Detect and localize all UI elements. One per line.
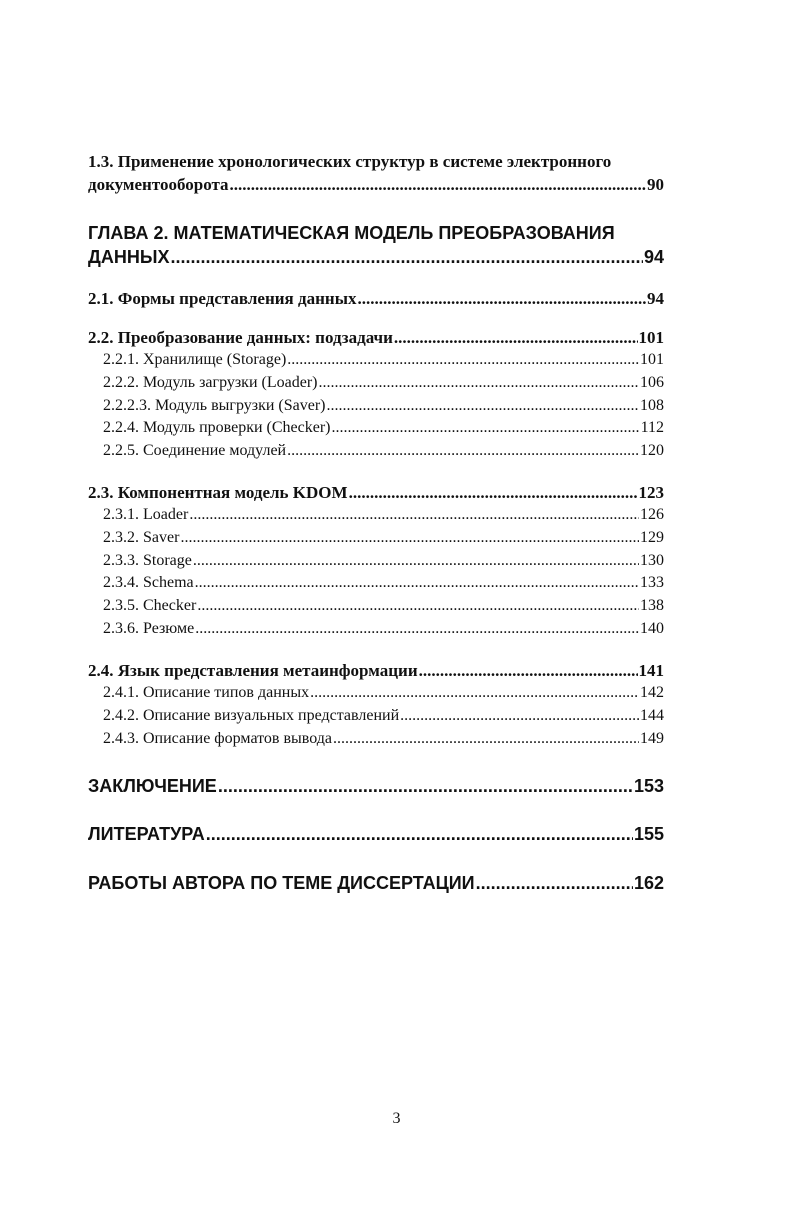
toc-subentry-label: 2.2.1. Хранилище (Storage) xyxy=(103,351,287,368)
dot-leader xyxy=(326,395,639,418)
toc-literature xyxy=(88,822,664,846)
toc-entry-2-4-page: 141 xyxy=(638,661,664,680)
toc-subentry-label: 2.2.2.3. Модуль выгрузки (Saver) xyxy=(103,396,326,414)
toc-entry-2-1 xyxy=(88,287,664,310)
toc-subentry-page: 108 xyxy=(640,396,664,414)
dot-leader xyxy=(195,618,639,641)
toc-subentry xyxy=(88,728,664,751)
toc-entry-1-3-page: 90 xyxy=(647,175,664,194)
toc-subentry-page: 140 xyxy=(640,619,664,637)
toc-subentry-label: 2.3.2. Saver xyxy=(103,528,180,546)
toc-subentry xyxy=(88,395,664,418)
toc-subentry-page: 138 xyxy=(640,597,664,615)
toc-subentry-label: 2.2.4. Модуль проверки (Checker) xyxy=(103,419,331,437)
toc-entry-2-3-page: 123 xyxy=(638,483,664,502)
toc-subentry-label: 2.3.4. Schema xyxy=(103,574,194,592)
toc-entry-2-1-label: 2.1. Формы представления данных xyxy=(88,289,357,308)
toc-entry-1-3-line2: документооборота xyxy=(88,175,229,194)
dot-leader xyxy=(230,173,646,196)
toc-subentry xyxy=(88,682,664,705)
toc-author-works xyxy=(88,871,664,895)
toc-section-2-2 xyxy=(88,326,664,463)
toc-subentry-label: 2.2.5. Соединение модулей xyxy=(103,442,287,460)
toc-subentry-page: 149 xyxy=(640,729,664,747)
dot-leader xyxy=(349,481,638,504)
toc-subentry-page: 129 xyxy=(640,528,664,546)
toc-entry-1-3-line1: 1.3. Применение хронологических структур в системе электронного xyxy=(88,152,612,171)
dot-leader xyxy=(287,440,639,463)
dot-leader xyxy=(193,550,639,573)
toc-subentry xyxy=(88,349,664,372)
toc-subentry-page: 130 xyxy=(640,551,664,569)
toc-subentry xyxy=(88,372,664,395)
toc-subentry xyxy=(88,618,664,641)
dot-leader xyxy=(218,774,633,798)
toc-subentry-page: 106 xyxy=(640,373,664,391)
dot-leader xyxy=(180,527,639,550)
toc-subentry-label: 2.3.6. Резюме xyxy=(103,619,195,637)
toc-literature-page: 155 xyxy=(633,824,664,844)
toc-subentry-label: 2.3.1. Loader xyxy=(103,506,189,523)
toc-subentry-page: 133 xyxy=(640,574,664,592)
toc-entry-2-2 xyxy=(88,326,664,349)
toc-subentry-label: 2.4.2. Описание визуальных представлений xyxy=(103,706,400,724)
toc-author-works-page: 162 xyxy=(633,873,664,893)
dot-leader xyxy=(400,705,639,728)
dot-leader xyxy=(357,287,646,310)
toc-subentry xyxy=(88,572,664,595)
toc-entry-2-3 xyxy=(88,481,664,504)
toc-entry-2-3-label: 2.3. Компонентная модель KDOM xyxy=(88,483,348,502)
dot-leader xyxy=(170,245,643,269)
dot-leader xyxy=(394,326,638,349)
toc-chapter-2-line1: ГЛАВА 2. МАТЕМАТИЧЕСКАЯ МОДЕЛЬ ПРЕОБРАЗОВАНИЯ xyxy=(88,223,615,243)
dot-leader xyxy=(287,349,639,372)
toc-author-works-label: РАБОТЫ АВТОРА ПО ТЕМЕ ДИССЕРТАЦИИ xyxy=(88,873,475,893)
toc-subentry xyxy=(88,504,664,527)
dot-leader xyxy=(333,728,639,751)
toc-subentry-page: 112 xyxy=(640,419,664,437)
toc-conclusion xyxy=(88,774,664,798)
toc-subentry xyxy=(88,705,664,728)
dot-leader xyxy=(206,822,633,846)
toc-entry-2-2-label: 2.2. Преобразование данных: подзадачи xyxy=(88,328,393,347)
dot-leader xyxy=(476,871,633,895)
toc-subentry-label: 2.2.2. Модуль загрузки (Loader) xyxy=(103,373,318,391)
page-number: 3 xyxy=(392,1110,401,1127)
toc-entry-1-3 xyxy=(88,150,664,196)
toc-section-2-3 xyxy=(88,481,664,641)
dot-leader xyxy=(310,682,639,705)
toc-entry-2-4-label: 2.4. Язык представления метаинформации xyxy=(88,661,418,680)
dot-leader xyxy=(195,572,639,595)
toc-chapter-2 xyxy=(88,221,664,269)
toc-entry-2-1-page: 94 xyxy=(647,289,664,308)
toc-subentry-label: 2.3.3. Storage xyxy=(103,551,192,569)
dot-leader xyxy=(197,595,639,618)
toc-chapter-2-line2: ДАННЫХ xyxy=(88,247,170,267)
toc-conclusion-label: ЗАКЛЮЧЕНИЕ xyxy=(88,776,217,796)
toc-subentry-label: 2.3.5. Checker xyxy=(103,597,197,615)
toc-entry-2-4 xyxy=(88,659,664,682)
toc-subentry xyxy=(88,440,664,463)
dot-leader xyxy=(419,659,638,682)
toc-subentry-page: 126 xyxy=(640,506,664,523)
toc-subentry xyxy=(88,417,664,440)
toc-section-2-4 xyxy=(88,659,664,750)
toc-subentry xyxy=(88,595,664,618)
toc-subentry xyxy=(88,550,664,573)
toc-literature-label: ЛИТЕРАТУРА xyxy=(88,824,205,844)
toc-subentry-page: 120 xyxy=(640,442,664,460)
toc-subentry-page: 101 xyxy=(640,351,664,368)
toc-subentry-label: 2.4.3. Описание форматов вывода xyxy=(103,729,332,747)
toc-subentry-label: 2.4.1. Описание типов данных xyxy=(103,684,310,701)
dot-leader xyxy=(189,504,639,527)
toc-conclusion-page: 153 xyxy=(633,776,664,796)
toc-entry-2-2-page: 101 xyxy=(638,328,664,347)
toc-subentry xyxy=(88,527,664,550)
dot-leader xyxy=(332,417,640,440)
toc-chapter-2-page: 94 xyxy=(643,247,664,267)
dot-leader xyxy=(318,372,639,395)
toc-subentry-page: 142 xyxy=(640,684,664,701)
toc-subentry-page: 144 xyxy=(640,706,664,724)
